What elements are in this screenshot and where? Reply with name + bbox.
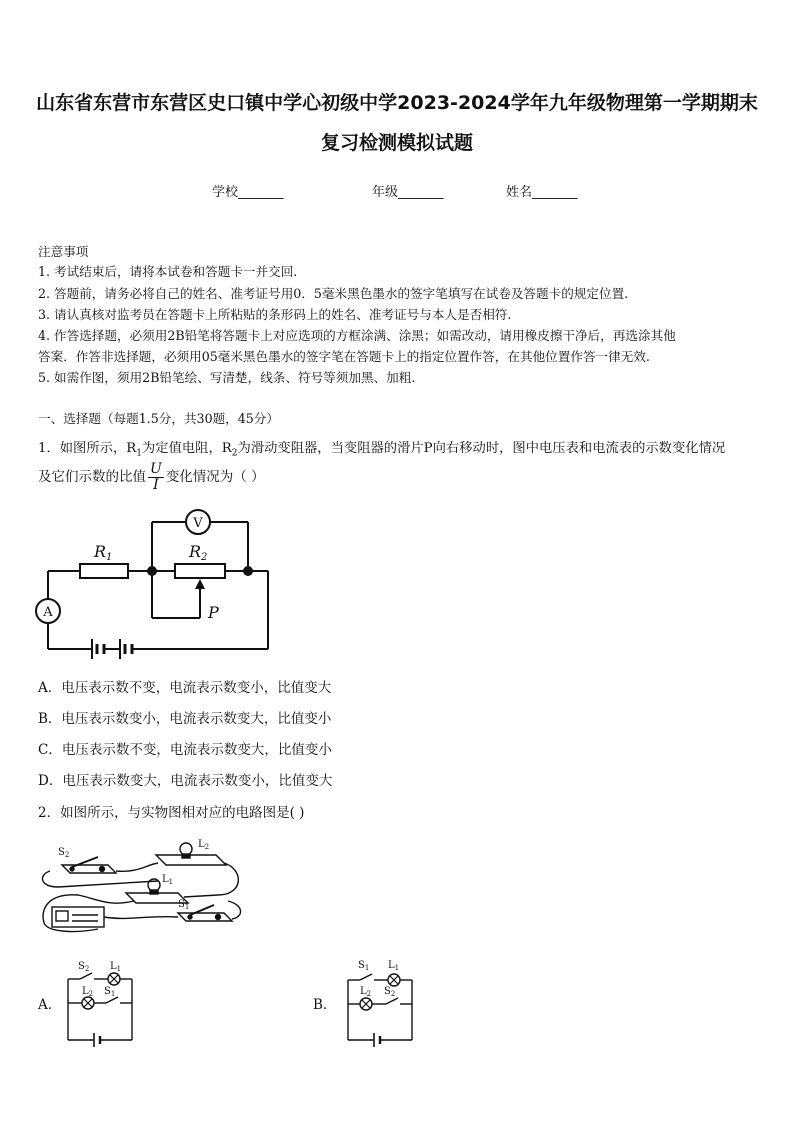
exam-title-line1: 山东省东营市东营区史口镇中学心初级中学2023-2024学年九年级物理第一学期期末	[36, 92, 758, 114]
notice-item: 4. 作答选择题，必须用2B铅笔将答题卡上对应选项的方框涂满、涂黑；如需改动，请用橡皮擦干净后，再选涂其他	[38, 328, 676, 343]
r1-letter: R	[94, 542, 107, 561]
photo-label-s2	[58, 847, 69, 859]
notice-item: 5. 如需作图，须用2B铅笔绘、写清楚，线条、符号等须加黑、加粗.	[38, 370, 416, 385]
a-top-lamp-label	[110, 961, 121, 973]
b-mid-lamp-label	[360, 986, 371, 998]
r2-letter: R	[189, 542, 202, 561]
q2-stem: 2．如图所示，与实物图相对应的电路图是( )	[38, 805, 305, 821]
voltmeter-label: V	[193, 516, 203, 531]
q1-option-d: D．电压表示数变大，电流表示数变小，比值变大	[38, 773, 333, 789]
q2-option-a-circuit	[60, 955, 150, 1050]
q1-option-a: A．电压表示数不变，电流表示数变小，比值变大	[38, 680, 332, 696]
label-subscript: 1	[116, 965, 122, 973]
label-letter: S	[358, 960, 365, 971]
label-letter: S	[58, 847, 65, 858]
ammeter-label: A	[43, 605, 53, 620]
q1-text: 1．如图所示，R	[38, 441, 137, 456]
b-top-lamp-label	[388, 960, 399, 972]
a-mid-lamp-label	[82, 986, 93, 998]
r2-label	[188, 542, 207, 563]
q1-option-c: C．电压表示数不变，电流表示数变大，比值变小	[38, 742, 332, 758]
q1-text: 变化情况为（ ）	[165, 469, 265, 485]
section-heading: 一、选择题（每题1.5分，共30题，45分）	[38, 411, 279, 426]
name-field: 姓名_______	[506, 185, 578, 200]
label-subscript: 1	[394, 964, 400, 972]
label-letter: L	[360, 986, 367, 997]
q2-option-a-label: A．	[38, 997, 62, 1013]
label-letter: S	[178, 899, 185, 910]
label-letter: L	[110, 961, 117, 972]
grade-field: 年级_______	[372, 185, 444, 200]
label-subscript: 2	[84, 965, 90, 973]
label-letter: L	[198, 839, 205, 850]
label-letter: S	[384, 986, 391, 997]
label-subscript: 2	[88, 990, 94, 998]
slider-p-label: P	[208, 603, 219, 622]
notice-item: 3. 请认真核对监考员在答题卡上所粘贴的条形码上的姓名、准考证号与本人是否相符.	[38, 307, 512, 322]
r1-subscript: 1	[106, 552, 113, 563]
photo-label-l1	[162, 874, 173, 886]
fraction-denominator: I	[153, 477, 159, 493]
q1-option-b: B．电压表示数变小，电流表示数变大，比值变小	[38, 711, 332, 727]
label-subscript: 1	[110, 990, 116, 998]
notice-heading: 注意事项	[38, 244, 89, 259]
q1-circuit-diagram	[30, 505, 290, 665]
q1-stem-line1	[38, 437, 725, 459]
exam-title-line2: 复习检测模拟试题	[320, 132, 473, 154]
q1-text: 为滑动变阻器，当变阻器的滑片P向右移动时，图中电压表和电流表的示数变化情况	[237, 441, 726, 456]
q1-stem-line2	[38, 462, 265, 493]
b-top-switch-label	[358, 960, 369, 972]
label-subscript: 1	[364, 964, 370, 972]
label-letter: L	[162, 874, 169, 885]
notice-item: 1. 考试结束后，请将本试卷和答题卡一并交回.	[38, 264, 298, 279]
a-mid-switch-label	[104, 986, 115, 998]
slider-arrow-icon	[195, 579, 205, 589]
label-letter: L	[388, 960, 395, 971]
label-subscript: 2	[390, 990, 396, 998]
r1-label	[93, 542, 112, 563]
subscript: 2	[231, 448, 238, 459]
notice-item: 2. 答题前，请务必将自己的姓名、准考证号用0．5毫米黑色墨水的签字笔填写在试卷及答题卡的规定位置.	[38, 286, 629, 301]
label-subscript: 2	[366, 990, 372, 998]
school-field: 学校_______	[212, 185, 284, 200]
label-subscript: 1	[168, 878, 174, 886]
q2-physical-circuit-sketch	[38, 835, 250, 935]
resistor-r1	[80, 564, 128, 578]
q1-text: 及它们示数的比值	[38, 469, 146, 485]
label-subscript: 1	[184, 903, 190, 911]
q2-option-b-circuit	[340, 952, 430, 1050]
fraction-numerator: U	[150, 461, 162, 477]
q2-option-b-label: B．	[313, 997, 337, 1013]
junction-dot	[147, 566, 157, 576]
b-mid-switch-label	[384, 986, 395, 998]
photo-label-s1	[178, 899, 189, 911]
subscript: 1	[136, 448, 142, 459]
label-letter: L	[82, 986, 89, 997]
resistor-r2	[175, 564, 225, 578]
label-subscript: 2	[64, 851, 70, 859]
notice-item: 答案．作答非选择题，必须用05毫米黑色墨水的签字笔在答题卡上的指定位置作答，在其他位置作答一律无效.	[38, 349, 650, 364]
junction-dot	[243, 566, 253, 576]
q1-text: 为定值电阻，R	[142, 441, 232, 456]
u-over-i-fraction	[148, 462, 164, 493]
label-letter: S	[78, 961, 85, 972]
r2-subscript: 2	[201, 552, 208, 563]
photo-label-l2	[198, 839, 209, 851]
a-top-switch-label	[78, 961, 89, 973]
label-subscript: 2	[204, 843, 210, 851]
label-letter: S	[104, 986, 111, 997]
